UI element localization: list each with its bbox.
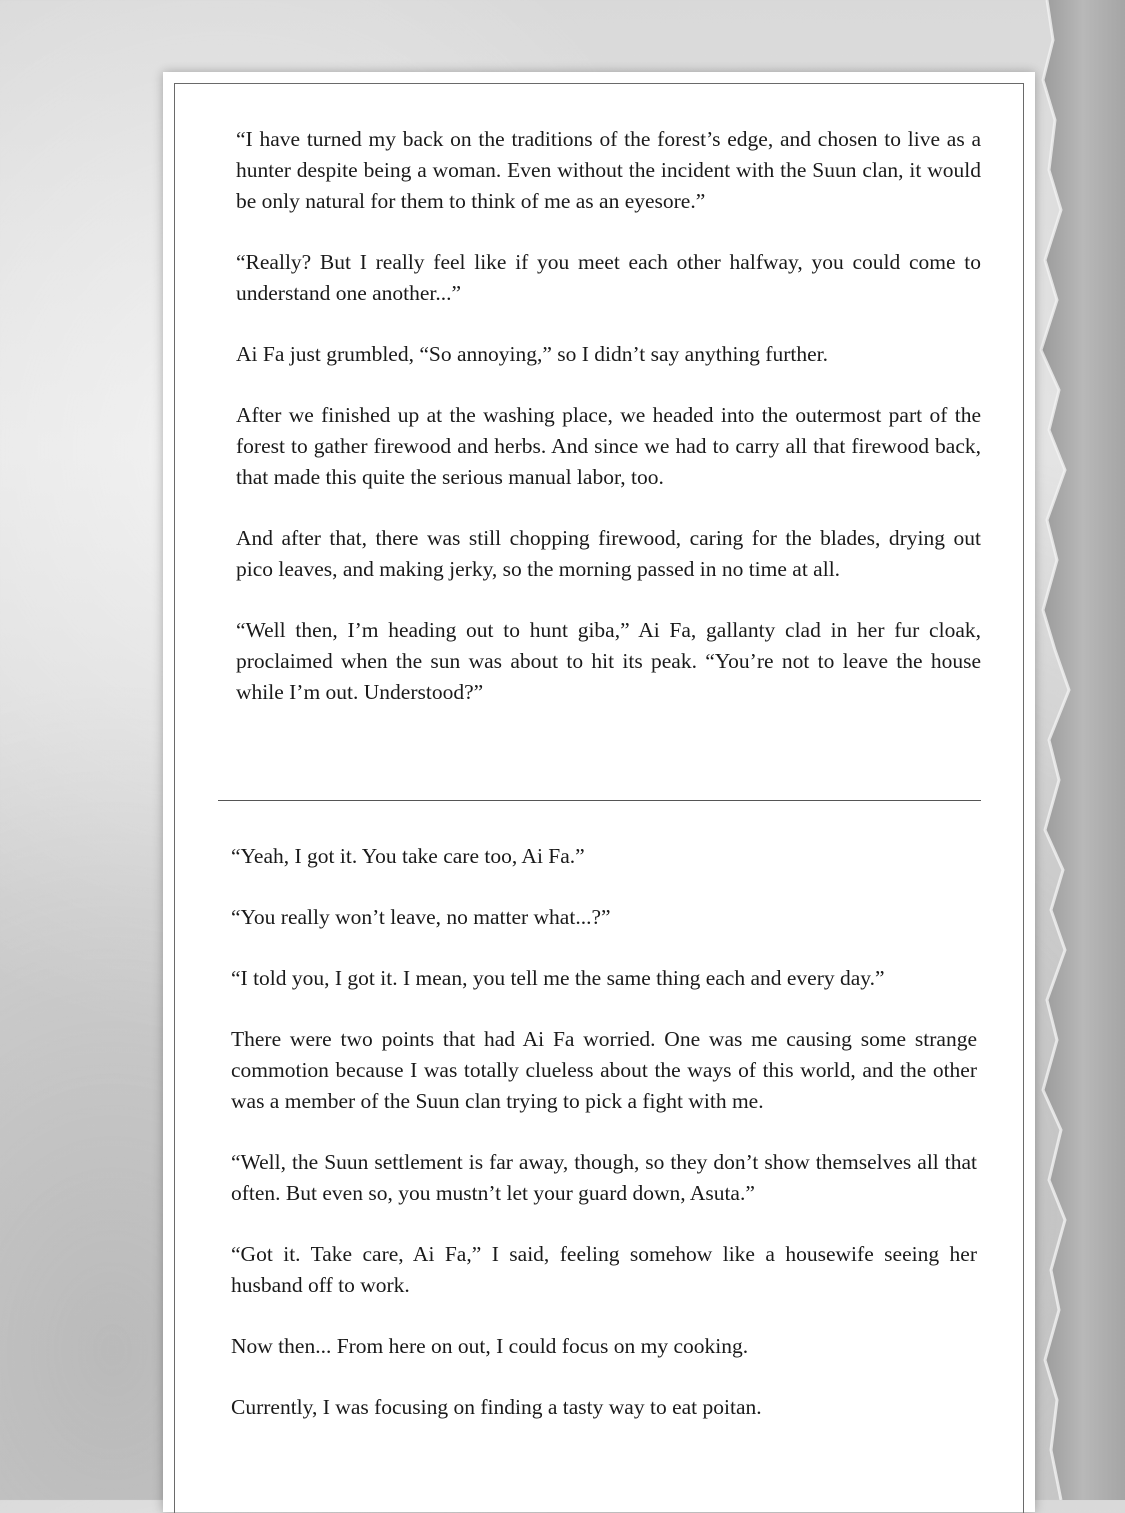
paragraph: “I told you, I got it. I mean, you tell me the same thing each and every day.” <box>231 966 885 990</box>
text-section-2 <box>231 841 977 1453</box>
paragraph: “Really? But I really feel like if you meet each other halfway, you could come to understand one another...” <box>236 250 981 305</box>
scene-break-divider <box>218 800 981 801</box>
paragraph: “I have turned my back on the traditions of the forest’s edge, and chosen to live as a hunter despite being a woman. Even without the incident with the Suun clan, it would be only natural for them to think of me as an eyesore.” <box>236 127 981 213</box>
text-section-1 <box>236 124 981 738</box>
paragraph: “You really won’t leave, no matter what...?” <box>231 905 611 929</box>
paragraph: And after that, there was still chopping firewood, caring for the blades, drying out pico leaves, and making jerky, so the morning passed in no time at all. <box>236 526 981 581</box>
paragraph: “Well then, I’m heading out to hunt giba,” Ai Fa, gallanty clad in her fur cloak, proclaimed when the sun was about to hit its peak. “You’re not to leave the house while I’m out. Understood?” <box>236 618 981 704</box>
paragraph: “Well, the Suun settlement is far away, though, so they don’t show themselves all that often. But even so, you mustn’t let your guard down, Asuta.” <box>231 1150 977 1205</box>
torn-paper-edge <box>1035 0 1125 1500</box>
paragraph: Currently, I was focusing on finding a tasty way to eat poitan. <box>231 1395 762 1419</box>
paragraph: After we finished up at the washing place, we headed into the outermost part of the forest to gather firewood and herbs. And since we had to carry all that firewood back, that made this quite the serious manual labor, too. <box>236 403 981 489</box>
paragraph: “Yeah, I got it. You take care too, Ai Fa.” <box>231 844 585 868</box>
paragraph: “Got it. Take care, Ai Fa,” I said, feeling somehow like a housewife seeing her husband off to work. <box>231 1242 977 1297</box>
paragraph: There were two points that had Ai Fa worried. One was me causing some strange commotion because I was totally clueless about the ways of this world, and the other was a member of the Suun clan trying to pick a fight with me. <box>231 1027 977 1113</box>
paragraph: Now then... From here on out, I could focus on my cooking. <box>231 1334 749 1358</box>
paragraph: Ai Fa just grumbled, “So annoying,” so I didn’t say anything further. <box>236 342 828 366</box>
